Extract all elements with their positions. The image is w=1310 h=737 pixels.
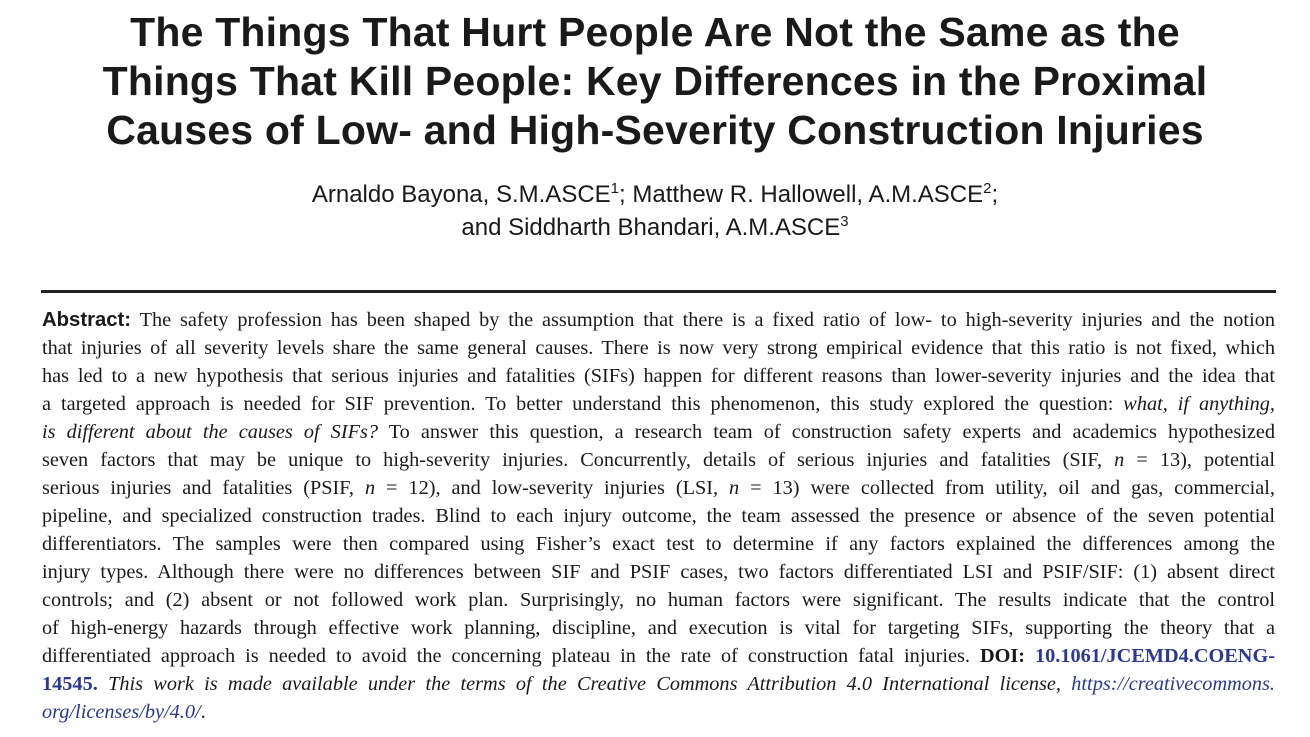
section-divider: [41, 290, 1276, 293]
abstract-line: [42, 446, 1275, 474]
author-separator: ;: [991, 181, 999, 208]
title-line-3: Causes of Low- and High-Severity Construction Injuries: [106, 107, 1204, 153]
abstract-line: [42, 390, 1275, 418]
abstract-label: Abstract:: [42, 309, 132, 331]
abstract-line: [42, 306, 1275, 334]
affiliation-mark: 1: [610, 180, 620, 197]
abstract-line: [42, 362, 1275, 390]
abstract-text: = 13), potential: [1136, 449, 1275, 471]
abstract-line: [42, 670, 1275, 698]
abstract-line: [42, 558, 1275, 586]
license-url-link[interactable]: https://creativecommons.: [1071, 673, 1275, 695]
abstract-line: [42, 698, 1275, 726]
abstract-line: [42, 474, 1275, 502]
abstract: [42, 306, 1275, 726]
author-line-1: [0, 178, 1310, 211]
abstract-text: To answer this question, a research team of construction safety experts and academics hypothesized: [388, 421, 1275, 443]
doi-label: DOI:: [979, 645, 1026, 667]
abstract-line: [42, 642, 1275, 670]
abstract-text: differentiated approach is needed to avoid the concerning plateau in the rate of construction fatal injuries.: [42, 645, 970, 667]
abstract-line: [42, 334, 1275, 362]
affiliation-mark: 2: [983, 180, 992, 197]
research-question: what, if anything,: [1123, 393, 1276, 415]
affiliation-mark: 3: [840, 213, 849, 230]
research-question: is different about the causes of SIFs?: [42, 421, 378, 443]
paper-title: [0, 8, 1310, 155]
abstract-text: a targeted approach is needed for SIF prevention. To better understand this phenomenon, this study explored the question:: [42, 393, 1114, 415]
author-name: Arnaldo Bayona, S.M.ASCE: [311, 181, 611, 208]
abstract-text: has led to a new hypothesis that serious injuries and fatalities (SIFs) happen for different reasons than lower-severity injuries and the idea that: [42, 365, 1275, 387]
title-line-2: Things That Kill People: Key Differences in the Proximal: [102, 58, 1208, 104]
abstract-text: controls; and (2) absent or not followed work plan. Surprisingly, no human factors were significant. The results indicate that the control: [42, 589, 1275, 611]
abstract-text: of high-energy hazards through effective work planning, discipline, and execution is vital for targeting SIFs, supporting the theory that a: [42, 617, 1275, 639]
abstract-text: seven factors that may be unique to high-severity injuries. Concurrently, details of serious injuries and fatalities (SIF,: [42, 449, 1103, 471]
abstract-text: pipeline, and specialized construction trades. Blind to each injury outcome, the team assessed the presence or absence of the seven potential: [42, 505, 1275, 527]
author-name: and Siddharth Bhandari, A.M.ASCE: [461, 214, 841, 241]
abstract-text: .: [200, 701, 206, 723]
abstract-text: serious injuries and fatalities (PSIF,: [42, 477, 354, 499]
author-list: [0, 178, 1310, 244]
title-line-1: The Things That Hurt People Are Not the Same as the: [130, 9, 1180, 55]
sample-size-variable: n: [1114, 449, 1125, 471]
abstract-line: [42, 418, 1275, 446]
doi-link[interactable]: 10.1061/JCEMD4.COENG-: [1034, 645, 1275, 667]
abstract-text: differentiators. The samples were then compared using Fisher’s exact test to determine if any factors explained the differences among the: [42, 533, 1275, 555]
abstract-text: = 13) were collected from utility, oil and gas, commercial,: [750, 477, 1275, 499]
abstract-text: The safety profession has been shaped by the assumption that there is a fixed ratio of low- to high-severity injuries and the notion: [139, 309, 1275, 331]
author-line-2: [0, 211, 1310, 244]
abstract-text: injury types. Although there were no differences between SIF and PSIF cases, two factors differentiated LSI and PSIF/SIF: (1) absent direct: [42, 561, 1275, 583]
license-url-link[interactable]: org/licenses/by/4.0/: [42, 701, 201, 723]
author-name: Matthew R. Hallowell, A.M.ASCE: [632, 181, 984, 208]
abstract-text: that injuries of all severity levels share the same general causes. There is now very strong empirical evidence that this ratio is not fixed, which: [42, 337, 1275, 359]
sample-size-variable: n: [364, 477, 376, 499]
abstract-line: [42, 530, 1275, 558]
abstract-line: [42, 502, 1275, 530]
doi-link[interactable]: 14545.: [42, 673, 98, 695]
sample-size-variable: n: [729, 477, 740, 499]
author-separator: ;: [619, 181, 633, 208]
abstract-line: [42, 586, 1275, 614]
abstract-text: = 12), and low-severity injuries (LSI,: [386, 477, 719, 499]
abstract-line: [42, 614, 1275, 642]
license-notice: This work is made available under the terms of the Creative Commons Attribution 4.0 International license,: [108, 673, 1061, 695]
